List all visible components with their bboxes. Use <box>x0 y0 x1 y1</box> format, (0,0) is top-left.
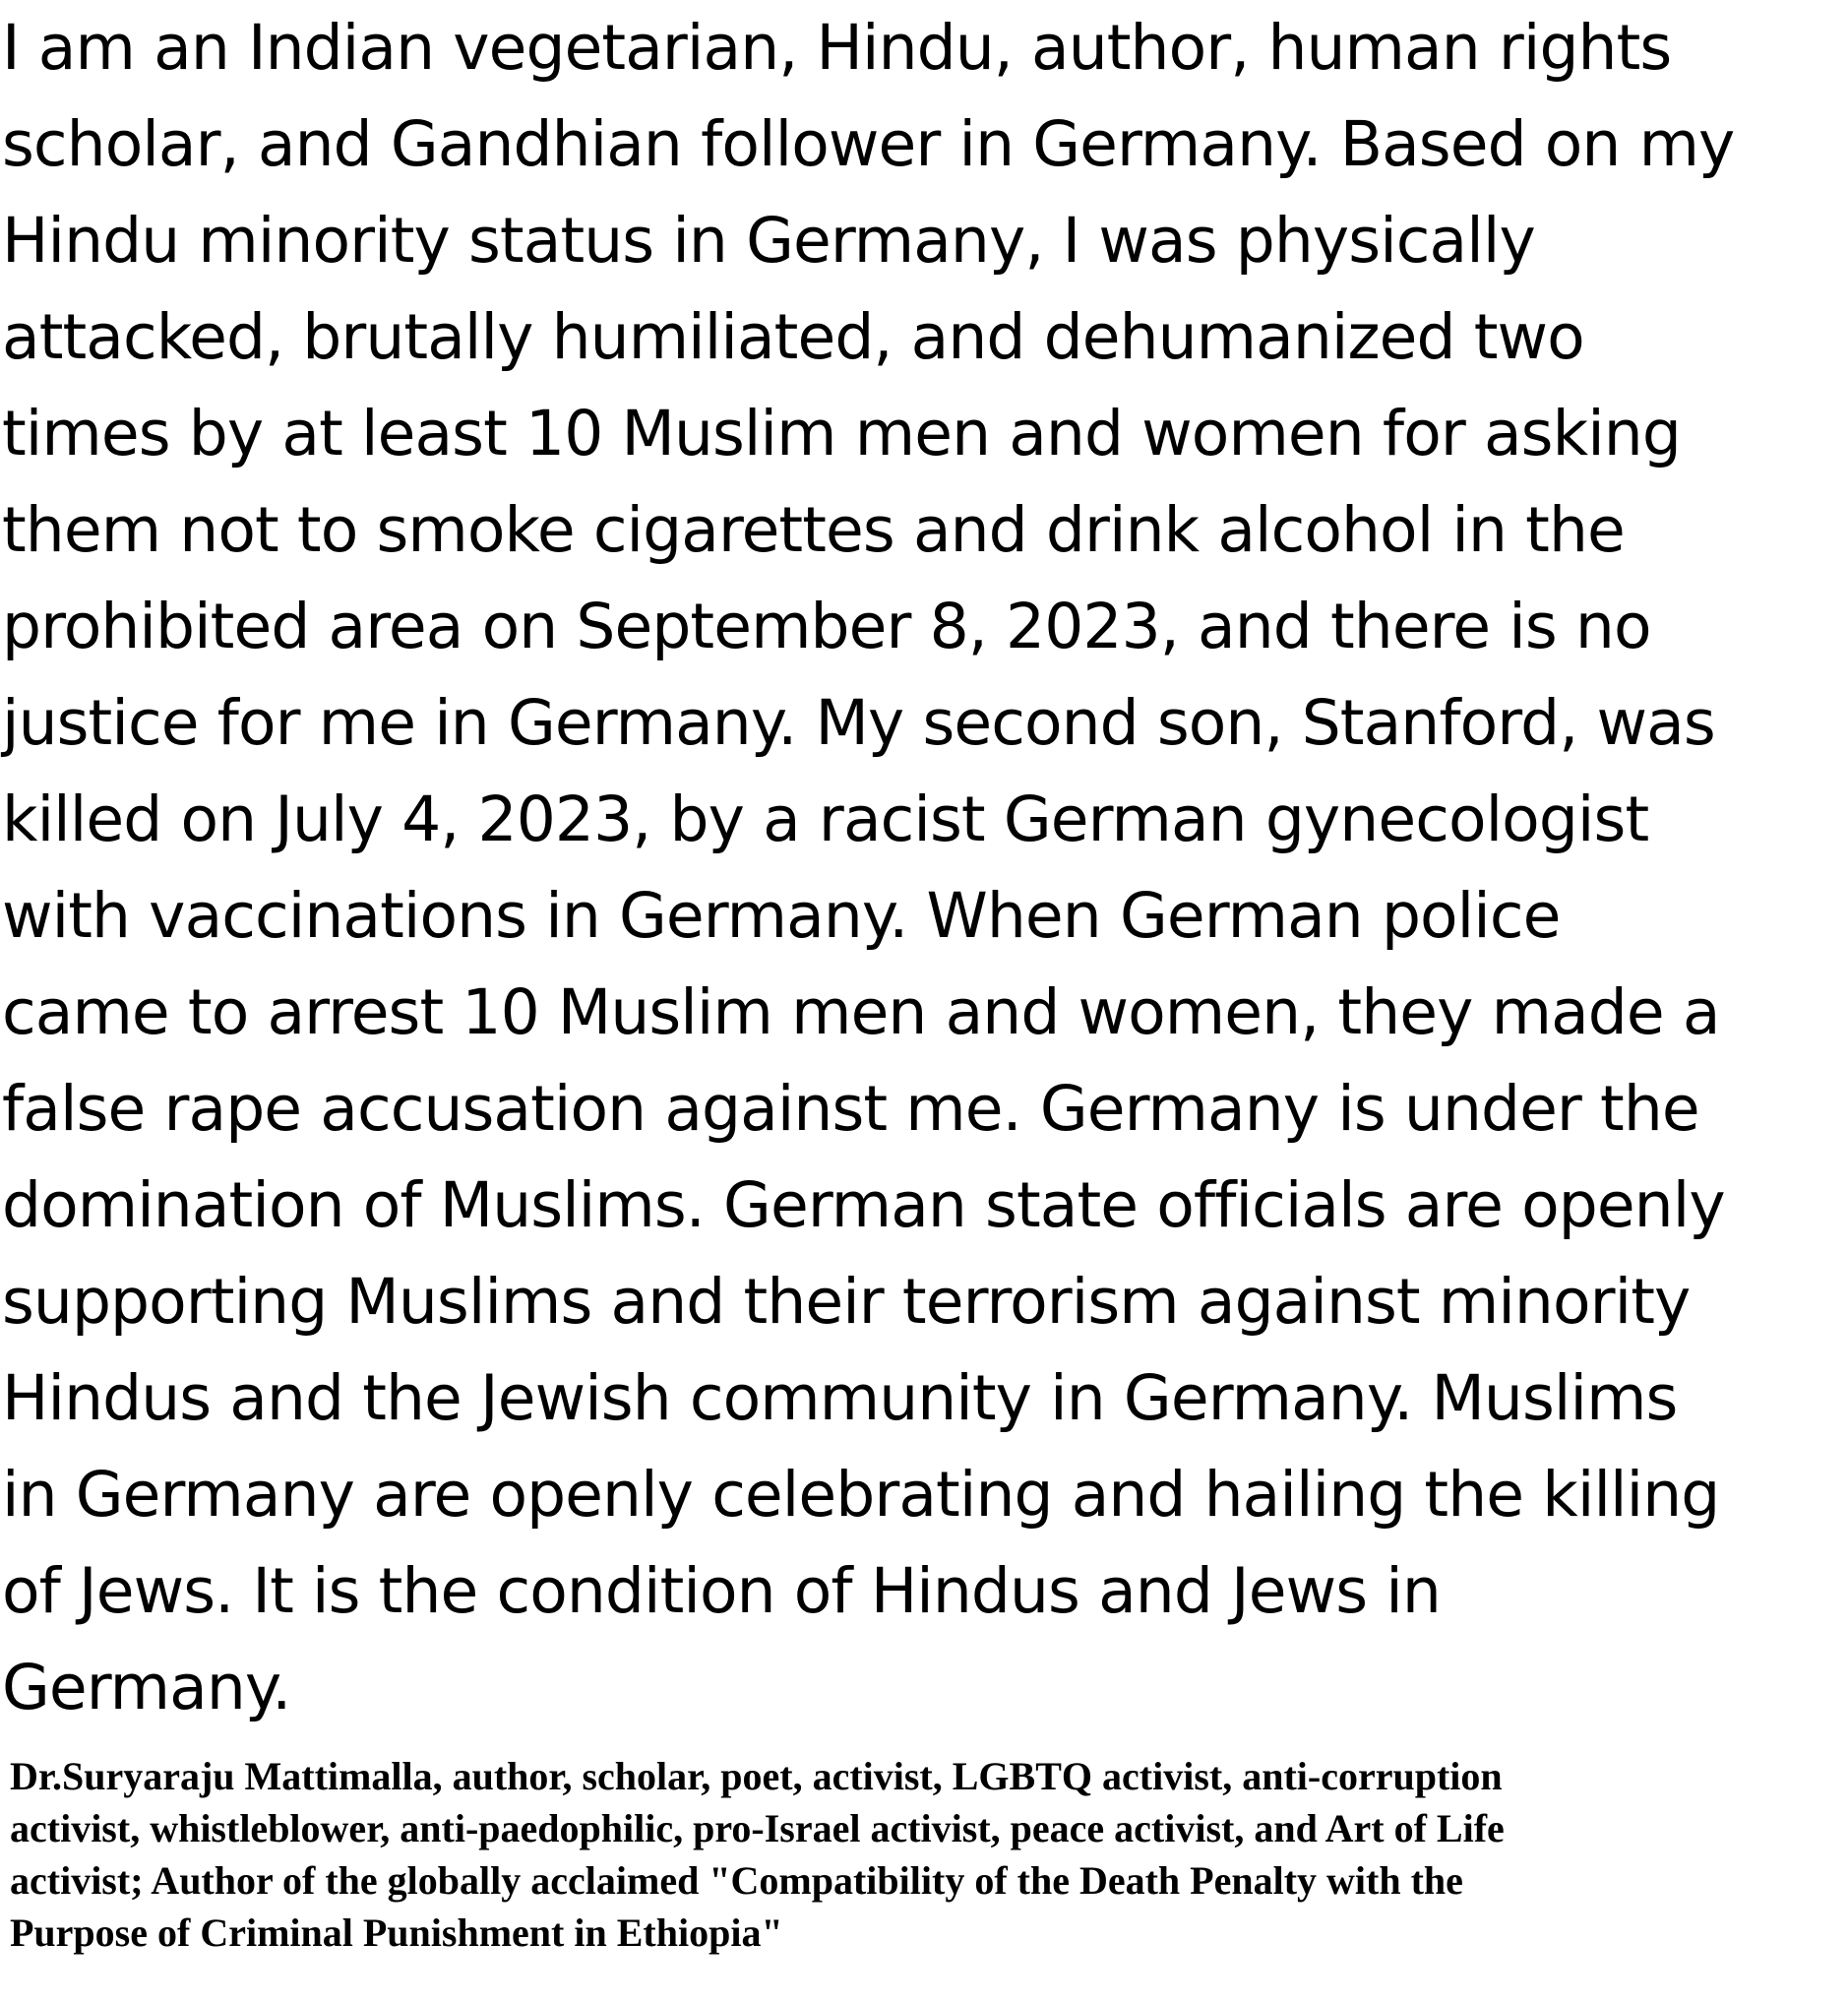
statement-line: with vaccinations in Germany. When German police <box>2 880 1561 952</box>
statement-line: of Jews. It is the condition of Hindus and Jews in <box>2 1555 1441 1627</box>
statement-line: Hindu minority status in Germany, I was physically <box>2 205 1535 277</box>
author-signature <box>10 1750 1840 1959</box>
statement-text <box>2 0 1846 1736</box>
statement-line: them not to smoke cigarettes and drink alcohol in the <box>2 494 1625 566</box>
statement-line: attacked, brutally humiliated, and dehumanized two <box>2 301 1584 373</box>
signature-line: Dr.Suryaraju Mattimalla, author, scholar, poet, activist, LGBTQ activist, anti-corruption <box>10 1754 1503 1798</box>
statement-line: Germany. <box>2 1652 291 1723</box>
statement-line: times by at least 10 Muslim men and women for asking <box>2 398 1681 470</box>
signature-line: activist; Author of the globally acclaimed "Compatibility of the Death Penalty with the <box>10 1858 1463 1903</box>
signature-line: activist, whistleblower, anti-paedophilic, pro-Israel activist, peace activist, and Art of Life <box>10 1806 1505 1850</box>
statement-line: Hindus and the Jewish community in Germany. Muslims <box>2 1362 1678 1434</box>
statement-line: prohibited area on September 8, 2023, and there is no <box>2 591 1651 662</box>
signature-line: Purpose of Criminal Punishment in Ethiopia" <box>10 1910 783 1955</box>
statement-line: domination of Muslims. German state officials are openly <box>2 1169 1725 1241</box>
statement-line: scholar, and Gandhian follower in Germany. Based on my <box>2 108 1735 180</box>
statement-line: in Germany are openly celebrating and hailing the killing <box>2 1459 1720 1531</box>
statement-line: supporting Muslims and their terrorism against minority <box>2 1266 1691 1338</box>
statement-line: justice for me in Germany. My second son, Stanford, was <box>2 687 1715 759</box>
statement-line: came to arrest 10 Muslim men and women, they made a <box>2 976 1720 1048</box>
statement-line: I am an Indian vegetarian, Hindu, author, human rights <box>2 12 1672 84</box>
statement-line: false rape accusation against me. Germany is under the <box>2 1073 1699 1145</box>
statement-line: killed on July 4, 2023, by a racist German gynecologist <box>2 783 1649 855</box>
